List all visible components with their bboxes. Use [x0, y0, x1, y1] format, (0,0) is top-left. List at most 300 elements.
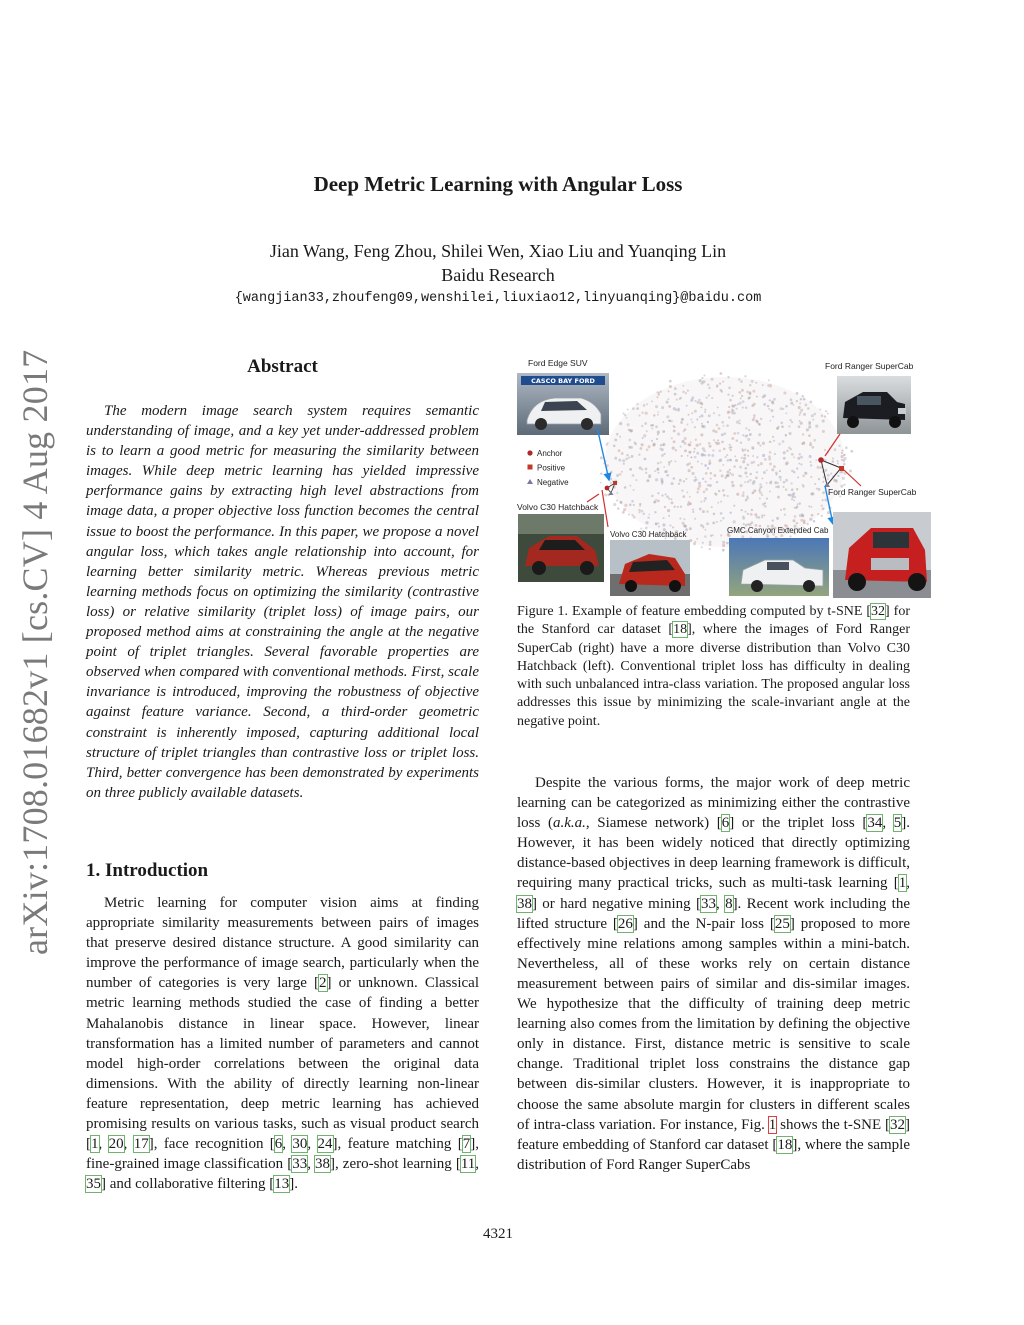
figure-reference-link[interactable]: 1	[768, 1116, 777, 1133]
tsne-point	[738, 475, 740, 477]
tsne-point	[682, 495, 685, 498]
tsne-point	[641, 425, 643, 427]
tsne-point	[815, 459, 817, 461]
tsne-point	[628, 457, 630, 459]
tsne-point	[643, 404, 645, 406]
tsne-point	[835, 480, 838, 483]
tsne-point	[614, 457, 617, 460]
tsne-point	[772, 436, 774, 438]
tsne-point	[676, 398, 678, 400]
citation-link[interactable]: 33	[292, 1156, 308, 1173]
tsne-point	[683, 480, 685, 482]
tsne-point	[690, 466, 693, 469]
tsne-point	[746, 476, 748, 478]
citation-link[interactable]: 18	[673, 622, 688, 638]
tsne-point	[722, 541, 725, 544]
tsne-point	[801, 515, 804, 518]
tsne-point	[616, 500, 618, 502]
tsne-point	[827, 478, 829, 480]
tsne-point	[661, 406, 664, 409]
tsne-point	[723, 494, 726, 497]
paper-affiliation: Baidu Research	[441, 265, 555, 285]
tsne-point	[739, 422, 741, 424]
tsne-point	[600, 473, 602, 475]
tsne-point	[805, 472, 808, 475]
tsne-point	[821, 414, 824, 417]
tsne-point	[800, 463, 802, 465]
tsne-point	[674, 460, 676, 462]
tsne-point	[674, 393, 677, 396]
tsne-point	[705, 488, 708, 491]
tsne-point	[669, 524, 671, 526]
tsne-point	[733, 520, 736, 523]
tsne-point	[808, 434, 811, 437]
tsne-point	[710, 472, 713, 475]
tsne-point	[650, 424, 653, 427]
tsne-point	[827, 413, 829, 415]
tsne-point	[711, 378, 714, 381]
tsne-point	[768, 408, 770, 410]
tsne-point	[666, 401, 669, 404]
tsne-point	[679, 479, 682, 482]
ford-edge-image	[517, 373, 609, 435]
tsne-point	[672, 447, 675, 450]
tsne-point	[782, 440, 785, 443]
tsne-point	[770, 384, 772, 386]
tsne-point	[708, 387, 710, 389]
tsne-point	[752, 455, 754, 457]
tsne-point	[674, 387, 677, 390]
tsne-point	[686, 405, 688, 407]
tsne-point	[799, 453, 801, 455]
tsne-point	[780, 407, 783, 410]
tsne-point	[642, 437, 644, 439]
tsne-point	[776, 517, 779, 520]
tsne-point	[843, 484, 845, 486]
tsne-point	[641, 443, 644, 446]
tsne-point	[658, 393, 660, 395]
tsne-point	[810, 442, 812, 444]
citation-link[interactable]: 33	[701, 895, 716, 912]
tsne-point	[635, 479, 637, 481]
tsne-point	[751, 380, 754, 383]
tsne-point	[797, 457, 800, 460]
tsne-point	[657, 431, 660, 434]
tsne-point	[810, 461, 812, 463]
tsne-point	[683, 442, 686, 445]
citation-link[interactable]: 30	[292, 1136, 308, 1153]
tsne-point	[802, 474, 805, 477]
tsne-point	[706, 397, 708, 399]
tsne-point	[663, 466, 665, 468]
tsne-point	[729, 512, 731, 514]
label-ranger-top: Ford Ranger SuperCab	[825, 361, 914, 371]
tsne-point	[668, 405, 671, 408]
tsne-point	[696, 444, 699, 447]
tsne-point	[798, 406, 801, 409]
tsne-point	[722, 489, 725, 492]
tsne-point	[700, 524, 703, 527]
tsne-point	[719, 469, 721, 471]
tsne-point	[659, 448, 662, 451]
tsne-point	[721, 391, 723, 393]
tsne-point	[641, 412, 643, 414]
tsne-point	[728, 416, 730, 418]
tsne-point	[723, 425, 725, 427]
label-ford-edge: Ford Edge SUV	[528, 358, 588, 368]
tsne-point	[688, 501, 690, 503]
citation-link[interactable]: 8	[725, 895, 733, 912]
tsne-point	[699, 379, 702, 382]
citation-link[interactable]: 26	[617, 915, 633, 932]
tsne-point	[677, 408, 679, 410]
tsne-point	[644, 458, 647, 461]
tsne-point	[801, 443, 803, 445]
tsne-point	[841, 452, 843, 454]
tsne-point	[756, 396, 758, 398]
tsne-point	[722, 517, 724, 519]
citation-link[interactable]: 1	[91, 1136, 99, 1153]
tsne-point	[790, 398, 793, 401]
label-volvo-left: Volvo C30 Hatchback	[517, 502, 599, 512]
tsne-point	[616, 474, 619, 477]
tsne-point	[764, 505, 767, 508]
tsne-point	[722, 549, 725, 552]
tsne-point	[758, 490, 760, 492]
citation-link[interactable]: 32	[890, 1116, 905, 1133]
tsne-point	[671, 501, 674, 504]
tsne-point	[748, 429, 750, 431]
tsne-point	[814, 413, 817, 416]
tsne-point	[766, 497, 768, 499]
tsne-point	[768, 458, 771, 461]
tsne-point	[811, 446, 814, 449]
tsne-point	[704, 411, 706, 413]
tsne-point	[822, 507, 825, 510]
citation-link[interactable]: 17	[133, 1136, 149, 1153]
tsne-point	[817, 466, 820, 469]
tsne-point	[791, 421, 793, 423]
tsne-point	[701, 403, 704, 406]
tsne-point	[711, 397, 713, 399]
tsne-point	[793, 519, 796, 522]
tsne-point	[661, 482, 663, 484]
tsne-point	[736, 493, 739, 496]
tsne-point	[833, 479, 835, 481]
citation-link[interactable]: 18	[777, 1136, 793, 1153]
tsne-point	[756, 456, 758, 458]
tsne-point	[729, 444, 731, 446]
tsne-point	[744, 375, 746, 377]
tsne-point	[745, 406, 748, 409]
tsne-point	[742, 492, 744, 494]
citation-link[interactable]: 1	[898, 875, 907, 892]
tsne-point	[810, 464, 812, 466]
tsne-point	[784, 514, 786, 516]
tsne-point	[702, 510, 705, 513]
tsne-point	[750, 433, 752, 435]
tsne-point	[623, 463, 625, 465]
tsne-point	[645, 472, 647, 474]
tsne-point	[695, 476, 697, 478]
tsne-point	[762, 442, 765, 445]
tsne-point	[762, 503, 765, 506]
citation-link[interactable]: 6	[721, 815, 730, 832]
tsne-point	[768, 455, 771, 458]
tsne-point	[800, 398, 802, 400]
tsne-point	[680, 446, 682, 448]
tsne-point	[683, 518, 685, 520]
tsne-point	[682, 385, 684, 387]
tsne-point	[699, 416, 701, 418]
ranger-top-image	[837, 376, 911, 434]
tsne-point	[657, 434, 659, 436]
citation-link[interactable]: 13	[274, 1176, 290, 1193]
tsne-point	[716, 521, 718, 523]
tsne-point	[794, 496, 797, 499]
tsne-point	[657, 492, 659, 494]
tsne-point	[756, 516, 758, 518]
tsne-point	[727, 411, 730, 414]
tsne-point	[708, 463, 710, 465]
tsne-point	[690, 441, 692, 443]
tsne-point	[616, 433, 619, 436]
tsne-point	[731, 481, 734, 484]
tsne-point	[656, 468, 659, 471]
tsne-point	[815, 425, 818, 428]
tsne-point	[766, 536, 768, 538]
tsne-point	[681, 455, 683, 457]
tsne-point	[766, 482, 768, 484]
tsne-point	[804, 403, 807, 406]
tsne-point	[789, 535, 791, 537]
tsne-point	[739, 466, 742, 469]
tsne-point	[767, 405, 769, 407]
tsne-point	[689, 451, 692, 454]
legend	[527, 449, 569, 487]
tsne-point	[812, 419, 814, 421]
tsne-point	[634, 443, 637, 446]
tsne-point	[662, 421, 664, 423]
tsne-point	[769, 490, 771, 492]
tsne-point	[761, 494, 763, 496]
tsne-point	[657, 500, 660, 503]
tsne-point	[741, 509, 743, 511]
tsne-point	[643, 513, 645, 515]
tsne-point	[707, 421, 709, 423]
tsne-point	[673, 425, 675, 427]
tsne-point	[809, 401, 812, 404]
tsne-point	[688, 469, 691, 472]
tsne-point	[796, 400, 798, 402]
tsne-point	[646, 448, 649, 451]
tsne-point	[742, 460, 745, 463]
tsne-point	[806, 428, 809, 431]
tsne-point	[688, 462, 691, 465]
tsne-point	[781, 425, 784, 428]
tsne-point	[616, 492, 618, 494]
tsne-point	[617, 507, 619, 509]
tsne-point	[638, 414, 640, 416]
citation-link[interactable]: 38	[517, 895, 532, 912]
tsne-point	[825, 410, 827, 412]
tsne-point	[665, 470, 668, 473]
citation-link[interactable]: 32	[871, 604, 886, 619]
tsne-point	[721, 433, 724, 436]
citation-link[interactable]: 2	[319, 975, 327, 992]
tsne-point	[699, 508, 702, 511]
citation-link[interactable]: 5	[893, 815, 902, 832]
tsne-point	[791, 470, 794, 473]
tsne-point	[694, 518, 696, 520]
tsne-point	[694, 410, 697, 413]
tsne-point	[728, 386, 731, 389]
label-ranger-right: Ford Ranger SuperCab	[828, 487, 917, 497]
tsne-point	[813, 520, 816, 523]
tsne-point	[822, 419, 825, 422]
tsne-point	[627, 423, 630, 426]
tsne-point	[830, 473, 832, 475]
tsne-point	[660, 478, 663, 481]
tsne-point	[727, 394, 729, 396]
tsne-point	[811, 506, 813, 508]
tsne-point	[628, 446, 631, 449]
tsne-point	[793, 456, 795, 458]
tsne-point	[783, 481, 786, 484]
tsne-point	[841, 459, 844, 462]
tsne-point	[824, 415, 826, 417]
tsne-point	[613, 444, 616, 447]
tsne-point	[747, 397, 750, 400]
citation-link[interactable]: 24	[317, 1136, 333, 1153]
tsne-point	[655, 425, 658, 428]
tsne-point	[668, 464, 670, 466]
tsne-point	[729, 459, 732, 462]
legend-positive: Positive	[537, 463, 566, 473]
citation-link[interactable]: 25	[774, 915, 790, 932]
tsne-point	[818, 478, 820, 480]
tsne-point	[673, 440, 676, 443]
tsne-point	[712, 449, 714, 451]
tsne-point	[786, 461, 789, 464]
tsne-point	[709, 548, 711, 550]
citation-link[interactable]: 7	[462, 1136, 471, 1153]
tsne-point	[741, 395, 743, 397]
tsne-point	[614, 438, 617, 441]
tsne-point	[653, 414, 655, 416]
tsne-point	[669, 380, 672, 383]
tsne-point	[674, 506, 676, 508]
tsne-point	[775, 473, 777, 475]
tsne-point	[744, 481, 746, 483]
tsne-point	[681, 489, 683, 491]
tsne-point	[790, 448, 792, 450]
tsne-point	[698, 482, 701, 485]
tsne-point	[628, 514, 630, 516]
tsne-point	[678, 483, 680, 485]
tsne-point	[656, 396, 658, 398]
tsne-point	[638, 509, 640, 511]
tsne-point	[832, 460, 835, 463]
tsne-point	[733, 432, 736, 435]
tsne-point	[838, 445, 840, 447]
tsne-point	[729, 399, 732, 402]
citation-link[interactable]: 38	[315, 1156, 330, 1173]
tsne-point	[718, 414, 720, 416]
citation-link[interactable]: 35	[86, 1176, 101, 1193]
tsne-point	[733, 465, 735, 467]
tsne-point	[732, 405, 735, 408]
tsne-point	[753, 417, 755, 419]
tsne-point	[696, 491, 698, 493]
tsne-point	[700, 433, 703, 436]
tsne-point	[686, 423, 688, 425]
citation-link[interactable]: 20	[108, 1136, 124, 1153]
citation-link[interactable]: 11	[460, 1156, 476, 1173]
tsne-point	[741, 389, 744, 392]
tsne-point	[709, 460, 711, 462]
page-number: 4321	[483, 1226, 513, 1242]
tsne-point	[700, 501, 702, 503]
tsne-point	[668, 497, 670, 499]
tsne-point	[660, 444, 662, 446]
tsne-point	[706, 522, 709, 525]
tsne-point	[791, 488, 794, 491]
tsne-point	[716, 481, 718, 483]
citation-link[interactable]: 34	[867, 815, 883, 832]
tsne-point	[773, 440, 775, 442]
tsne-point	[640, 447, 643, 450]
tsne-point	[827, 474, 830, 477]
tsne-point	[796, 467, 798, 469]
tsne-point	[759, 444, 761, 446]
tsne-point	[810, 492, 813, 495]
citation-link[interactable]: 6	[274, 1136, 283, 1153]
tsne-point	[740, 484, 743, 487]
tsne-point	[792, 496, 794, 498]
tsne-point	[777, 496, 780, 499]
tsne-point	[807, 523, 809, 525]
tsne-point	[633, 516, 636, 519]
tsne-point	[726, 454, 728, 456]
tsne-point	[708, 454, 711, 457]
tsne-point	[752, 390, 755, 393]
tsne-point	[799, 402, 801, 404]
tsne-point	[791, 453, 794, 456]
tsne-point	[800, 456, 803, 459]
tsne-point	[740, 397, 742, 399]
tsne-point	[752, 492, 754, 494]
tsne-point	[673, 477, 676, 480]
tsne-point	[727, 376, 729, 378]
tsne-point	[618, 459, 621, 462]
tsne-point	[785, 434, 787, 436]
tsne-point	[841, 449, 843, 451]
tsne-point	[692, 472, 695, 475]
tsne-point	[796, 392, 799, 395]
tsne-point	[758, 433, 761, 436]
tsne-point	[699, 443, 701, 445]
tsne-point	[733, 412, 736, 415]
tsne-point	[760, 418, 762, 420]
tsne-point	[663, 430, 665, 432]
tsne-point	[837, 460, 839, 462]
tsne-point	[768, 379, 770, 381]
tsne-point	[732, 484, 735, 487]
legend-negative: Negative	[537, 478, 569, 487]
tsne-point	[657, 411, 659, 413]
label-gmc: GMC Canyon Extended Cab	[727, 526, 829, 535]
